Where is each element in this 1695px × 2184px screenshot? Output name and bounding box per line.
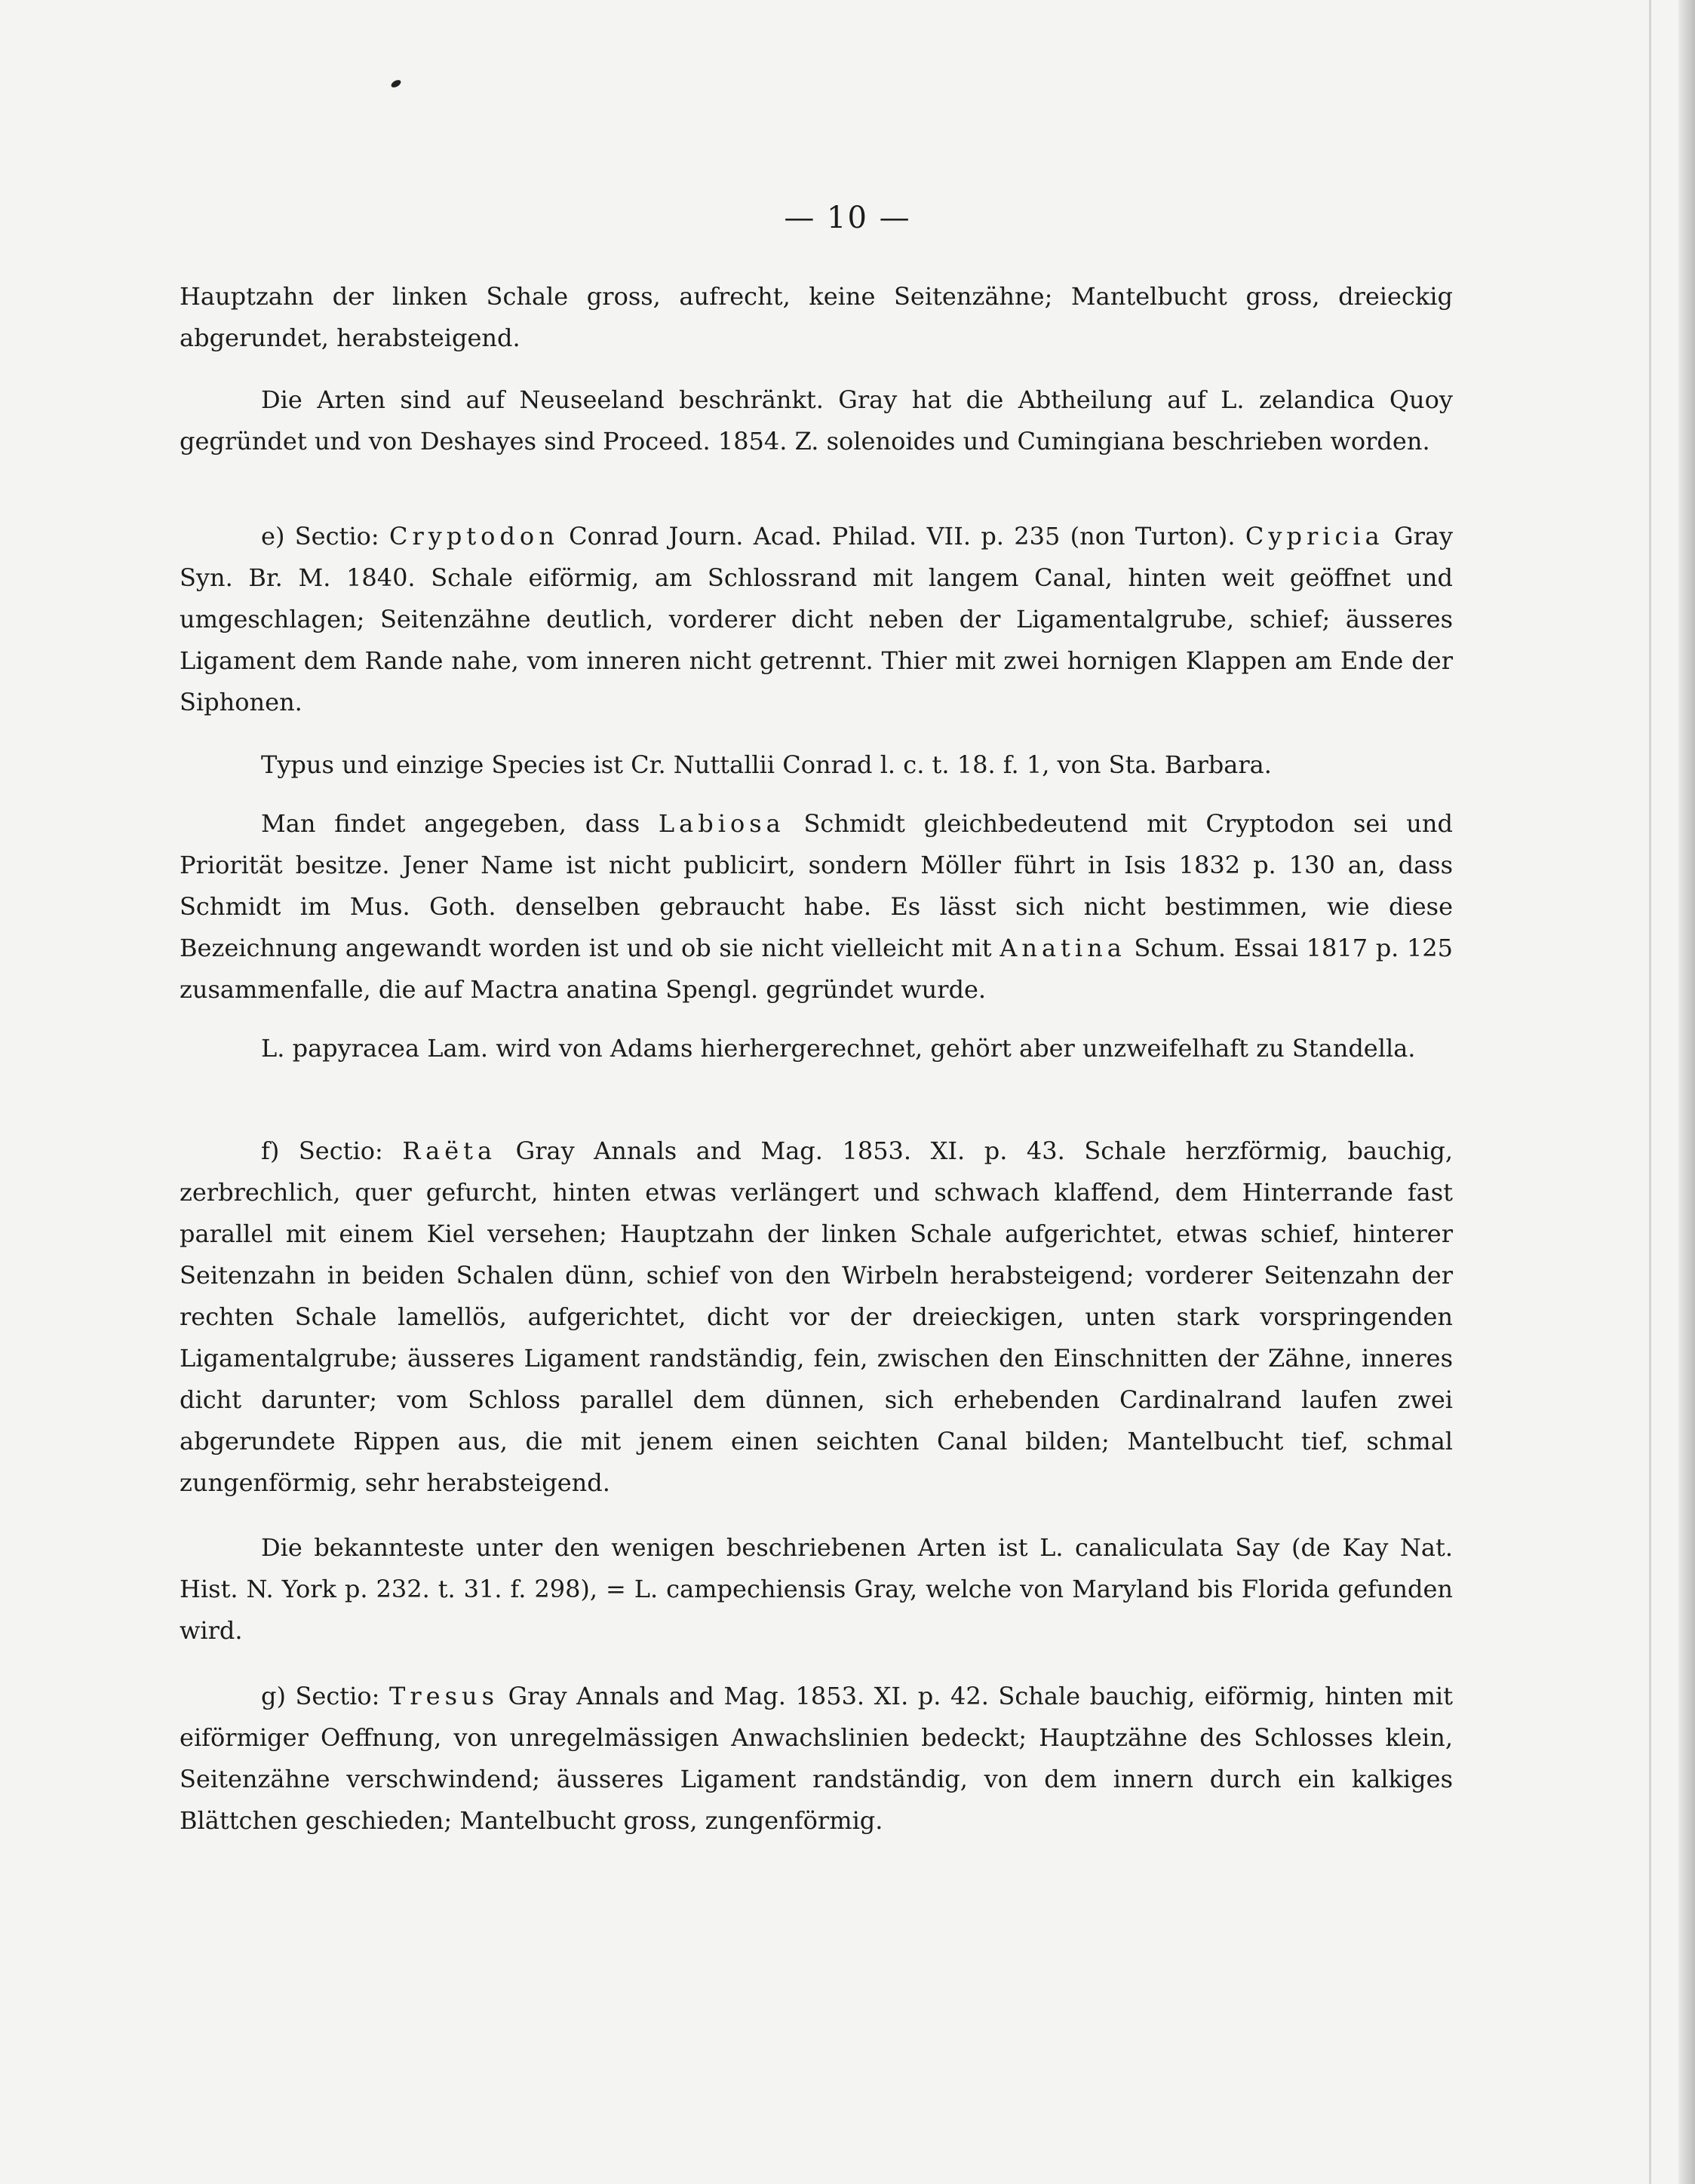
paragraph-1 <box>180 276 1453 359</box>
paragraph-2 <box>180 379 1453 462</box>
genus-anatina: Anatina <box>999 934 1126 962</box>
section-e-label: e) Sectio: <box>261 522 379 551</box>
ink-speck <box>390 78 402 89</box>
paragraph-section-f <box>180 1130 1453 1504</box>
paragraph-papyracea <box>180 1028 1453 1069</box>
page-gutter-line <box>1649 0 1651 2184</box>
section-g-label: g) Sectio: <box>261 1682 380 1710</box>
page-edge <box>1678 0 1695 2184</box>
paragraph-labiosa <box>180 803 1453 1011</box>
paragraph-section-e <box>180 516 1453 723</box>
labiosa-text-b: Schmidt gleichbedeutend mit Cryptodon sei und Priorität besitze. Jener Name ist nicht publicirt, sondern Möller führt in Isis 1832 p. 130 an, dass Schmidt im Mus. Goth. denselben gebraucht habe. Es lässt sich nicht bestimmen, wie diese Bezeichnung angewandt worden ist und ob sie nicht vielleicht mit <box>180 809 1453 962</box>
paragraph-typus <box>180 744 1453 786</box>
paragraph-canaliculata-text: Die bekannteste unter den wenigen beschriebenen Arten ist L. canaliculata Say (de Kay Nat. Hist. N. York p. 232. t. 31. f. 298), = L. campechiensis Gray, welche von Maryland bis Florida gefunden wird. <box>180 1533 1453 1645</box>
paragraph-1-text: Hauptzahn der linken Schale gross, aufrecht, keine Seitenzähne; Mantelbucht gross, dreieckig abgerundet, herabsteigend. <box>180 282 1453 352</box>
labiosa-text-a: Man findet angegeben, dass <box>261 809 640 838</box>
genus-cypricia: Cypricia <box>1245 522 1384 551</box>
section-e-citation: Conrad Journ. Acad. Philad. VII. p. 235 (non Turton). <box>569 522 1236 551</box>
genus-raeta: Raëta <box>402 1136 497 1165</box>
page-number: — 10 — <box>784 201 911 235</box>
section-f-description: Gray Annals and Mag. 1853. XI. p. 43. Schale herzförmig, bauchig, zerbrechlich, quer gefurcht, hinten etwas verlängert und schwach klaffend, dem Hinterrande fast parallel mit einem Kiel versehen; Hauptzahn der linken Schale aufgerichtet, etwas schief, hinterer Seitenzahn in beiden Schalen dünn, schief von den Wirbeln herabsteigend; vorderer Seitenzahn der rechten Schale lamellös, aufgerichtet, dicht vor der dreieckigen, unten stark vorspringenden Ligamentalgrube; äusseres Ligament randständig, fein, zwischen den Einschnitten der Zähne, inneres dicht darunter; vom Schloss parallel dem dünnen, sich erhebenden Cardinalrand laufen zwei abgerundete Rippen aus, die mit jenem einen seichten Canal bilden; Mantelbucht tief, schmal zungenförmig, sehr herabsteigend. <box>180 1136 1454 1497</box>
paragraph-section-g <box>180 1676 1453 1842</box>
paragraph-2-text: Die Arten sind auf Neuseeland beschränkt. Gray hat die Abtheilung auf L. zelandica Quoy gegründet und von Deshayes sind Proceed. 1854. Z. solenoides und Cumingiana beschrieben worden. <box>180 385 1453 456</box>
paragraph-typus-text: Typus und einzige Species ist Cr. Nuttallii Conrad l. c. t. 18. f. 1, von Sta. Barbara. <box>261 750 1272 779</box>
section-e-description: Gray Syn. Br. M. 1840. Schale eiförmig, am Schlossrand mit langem Canal, hinten weit geöffnet und umgeschlagen; Seitenzähne deutlich, vorderer dicht neben der Ligamentalgrube, schief; äusseres Ligament dem Rande nahe, vom inneren nicht getrennt. Thier mit zwei hornigen Klappen am Ende der Siphonen. <box>180 522 1454 716</box>
section-g-description: Gray Annals and Mag. 1853. XI. p. 42. Schale bauchig, eiförmig, hinten mit eiförmiger Oeffnung, von unregelmässigen Anwachslinien bedeckt; Hauptzähne des Schlosses klein, Seitenzähne verschwindend; äusseres Ligament randständig, von dem innern durch ein kalkiges Blättchen geschieden; Mantelbucht gross, zungenförmig. <box>180 1682 1454 1835</box>
paragraph-canaliculata <box>180 1527 1453 1652</box>
labiosa-text-c: Schum. Essai 1817 p. 125 zusammenfalle, die auf Mactra anatina Spengl. gegründet wurde. <box>180 934 1454 1004</box>
paragraph-papyracea-text: L. papyracea Lam. wird von Adams hierhergerechnet, gehört aber unzweifelhaft zu Standella. <box>261 1034 1416 1063</box>
genus-tresus: Tresus <box>388 1682 499 1710</box>
genus-cryptodon: Cryptodon <box>388 522 559 551</box>
section-f-label: f) Sectio: <box>261 1136 383 1165</box>
genus-labiosa: Labiosa <box>658 809 785 838</box>
